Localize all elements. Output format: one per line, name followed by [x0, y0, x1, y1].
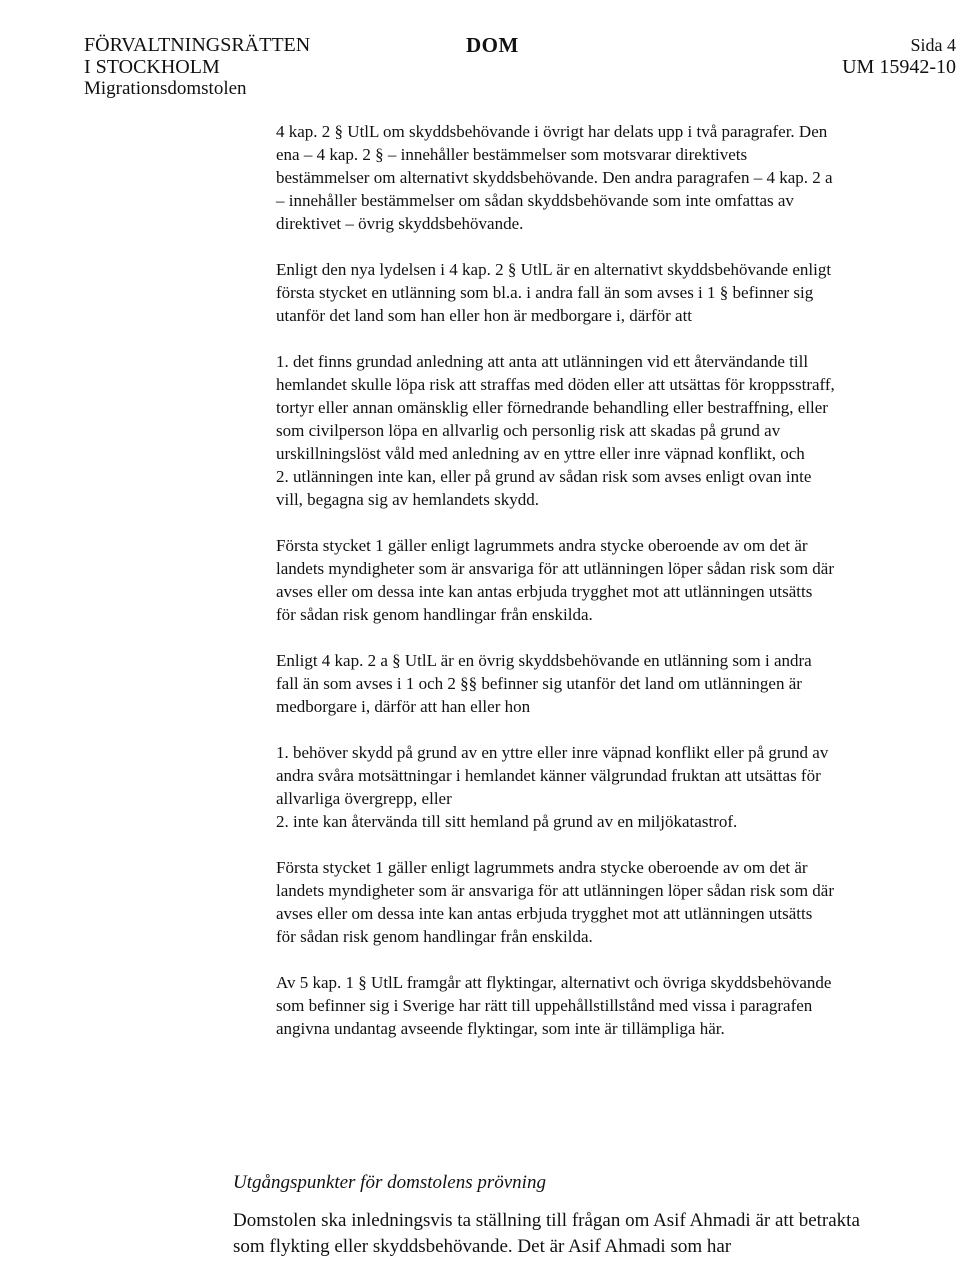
page-number: Sida 4 [910, 35, 956, 55]
assessment-text: Domstolen ska inledningsvis ta ställning till frågan om Asif Ahmadi är att betrakta som flykting eller skyddsbehövande. Det är Asif Ahmadi som har [233, 1210, 860, 1257]
paragraph-2: Enligt den nya lydelsen i 4 kap. 2 § UtlL är en alternativt skyddsbehövande enligt första stycket en utlänning som bl.a. i andra fall än som avses i 1 § befinner sig utanför det land som han eller hon är medborgare i, därför att [276, 260, 832, 325]
document-type: DOM [466, 33, 519, 57]
paragraph-5: Enligt 4 kap. 2 a § UtlL är en övrig skyddsbehövande en utlänning som i andra fall än som avses i 1 och 2 §§ befinner sig utanför det land om utlänningen är medborgare i, därför att han eller hon [276, 651, 812, 716]
paragraph-1: 4 kap. 2 § UtlL om skyddsbehövande i övrigt har delats upp i två paragrafer. Den ena – 4 kap. 2 § – innehåller bestämmelser som motsvarar direktivets bestämmelser om alternativt skyddsbehövande. Den andra paragrafen – 4 kap. 2 a – innehåller bestämmelser om sådan skyddsbehövande som inte omfattas av direktivet – övrig skyddsbehövande. [276, 122, 833, 233]
court-city: I STOCKHOLM [84, 56, 220, 78]
paragraph-6-item-1: 1. behöver skydd på grund av en yttre eller inre väpnad konflikt eller på grund av andra svåra motsättningar i hemlandet känner välgrundad fruktan att utsättas för allvarliga övergrepp, eller [276, 743, 829, 808]
court-assessment [233, 1170, 873, 1272]
quoted-law-text [276, 120, 836, 1063]
paragraph-8: Av 5 kap. 1 § UtlL framgår att flyktingar, alternativt och övriga skyddsbehövande som befinner sig i Sverige har rätt till uppehållstillstånd med vissa i paragrafen angivna undantag avseende flyktingar, som inte är tillämpliga här. [276, 973, 832, 1038]
court-division: Migrationsdomstolen [84, 78, 247, 99]
paragraph-3-item-1: 1. det finns grundad anledning att anta att utlänningen vid ett återvändande till hemlandet skulle löpa risk att straffas med döden eller att utsättas för kroppsstraff, tortyr eller annan omänsklig eller förnedrande behandling eller bestraffning, eller som civilperson löpa en allvarlig och personlig risk att skadas på grund av urskillningslöst våld med anledning av en yttre eller inre väpnad konflikt, och [276, 352, 835, 463]
paragraph-6-item-2: 2. inte kan återvända till sitt hemland på grund av en miljökatastrof. [276, 812, 738, 831]
case-number: UM 15942-10 [842, 56, 956, 78]
court-name: FÖRVALTNINGSRÄTTEN [84, 34, 311, 56]
page-info [842, 34, 956, 78]
section-heading: Utgångspunkter för domstolens prövning [233, 1172, 546, 1193]
court-name-block [84, 34, 310, 100]
paragraph-7: Första stycket 1 gäller enligt lagrummets andra stycke oberoende av om det är landets myndigheter som är ansvariga för att utlänningen löper sådan risk som där avses eller om dessa inte kan antas erbjuda trygghet mot att utlänningen utsätts för sådan risk genom handlingar från enskilda. [276, 858, 835, 946]
paragraph-3-item-2: 2. utlänningen inte kan, eller på grund av sådan risk som avses enligt ovan inte vill, begagna sig av hemlandets skydd. [276, 467, 812, 509]
paragraph-4: Första stycket 1 gäller enligt lagrummets andra stycke oberoende av om det är landets myndigheter som är ansvariga för att utlänningen löper sådan risk som där avses eller om dessa inte kan antas erbjuda trygghet mot att utlänningen utsätts för sådan risk genom handlingar från enskilda. [276, 536, 835, 624]
